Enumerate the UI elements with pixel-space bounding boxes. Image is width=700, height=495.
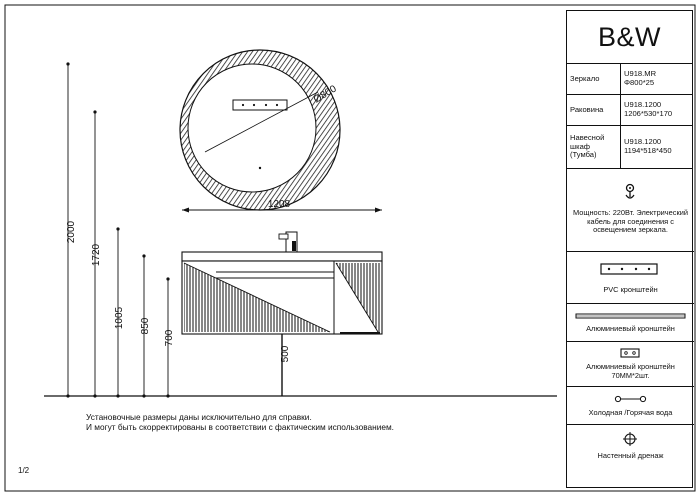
aluminium-bracket-70-label: Алюминиевый кронштейн 70MM*2шт. — [586, 362, 675, 380]
dim-1208: 1208 — [267, 199, 291, 210]
divider — [567, 424, 694, 425]
pvc-bracket-label: PVC кронштейн — [603, 285, 658, 294]
spec-size: 1206*530*170 — [624, 109, 673, 118]
note-line: Установочные размеры даны исключительно для справки. — [86, 412, 312, 422]
spec-row-sink — [567, 95, 692, 126]
power-note: Мощность: 220Вт. Электрический кабель для соединения с освещением зеркала. — [573, 208, 688, 235]
dim-endpoint — [166, 277, 169, 280]
pvc-bracket-icon — [600, 263, 658, 275]
power-cable-icon — [623, 183, 637, 201]
dim-500: 500 — [280, 345, 291, 363]
title-block — [566, 10, 693, 488]
dim-endpoint — [116, 227, 119, 230]
spec-model: U918.1200 — [624, 100, 662, 110]
brand-logo: B&W — [567, 11, 692, 64]
spec-label: Навесной шкаф (Тумба) — [567, 126, 621, 168]
spec-label: Раковина — [567, 95, 621, 125]
spec-label: Зеркало — [567, 64, 621, 94]
mirror-light-bar — [233, 100, 287, 110]
faucet — [279, 232, 297, 252]
divider — [567, 341, 694, 342]
mirror-diameter-label: Ø800 — [311, 83, 339, 106]
spec-size: Φ800*25 — [624, 78, 655, 87]
note-line: И могут быть скорректированы в соответствии с фактическим использованием. — [86, 422, 394, 432]
spec-model: U918.MR — [624, 69, 657, 79]
page-number: 1/2 — [18, 466, 30, 475]
divider — [567, 386, 694, 387]
divider — [567, 251, 694, 252]
installation-notes — [86, 412, 394, 432]
dim-endpoint — [116, 394, 119, 397]
spec-size: 1194*518*450 — [624, 146, 672, 155]
aluminium-bracket-70-icon — [620, 348, 640, 358]
spec-row-cabinet — [567, 126, 692, 169]
dim-1005: 1005 — [114, 306, 125, 330]
aluminium-bracket-icon — [575, 313, 686, 319]
dim-700: 700 — [164, 329, 175, 347]
vanity-cabinet — [182, 252, 382, 334]
dim-endpoint — [142, 254, 145, 257]
wall-drain-icon — [623, 432, 637, 446]
round-mirror — [180, 50, 340, 210]
dim-endpoint — [66, 62, 69, 65]
dim-2000: 2000 — [66, 220, 77, 244]
dim-1720: 1720 — [91, 243, 102, 267]
dim-endpoint — [93, 394, 96, 397]
spec-model: U918.1200 — [624, 137, 662, 147]
wall-drain-label: Настенный дренаж — [597, 451, 664, 460]
dim-endpoint — [166, 394, 169, 397]
dim-endpoint — [142, 394, 145, 397]
dim-850: 850 — [140, 317, 151, 335]
dim-endpoint — [93, 110, 96, 113]
spec-row-mirror — [567, 64, 692, 95]
water-supply-icon — [614, 395, 647, 403]
aluminium-bracket-label: Алюминиевый кронштейн — [586, 324, 675, 333]
water-supply-label: Холодная /Горячая вода — [588, 408, 673, 417]
dim-endpoint — [66, 394, 69, 397]
divider — [567, 303, 694, 304]
